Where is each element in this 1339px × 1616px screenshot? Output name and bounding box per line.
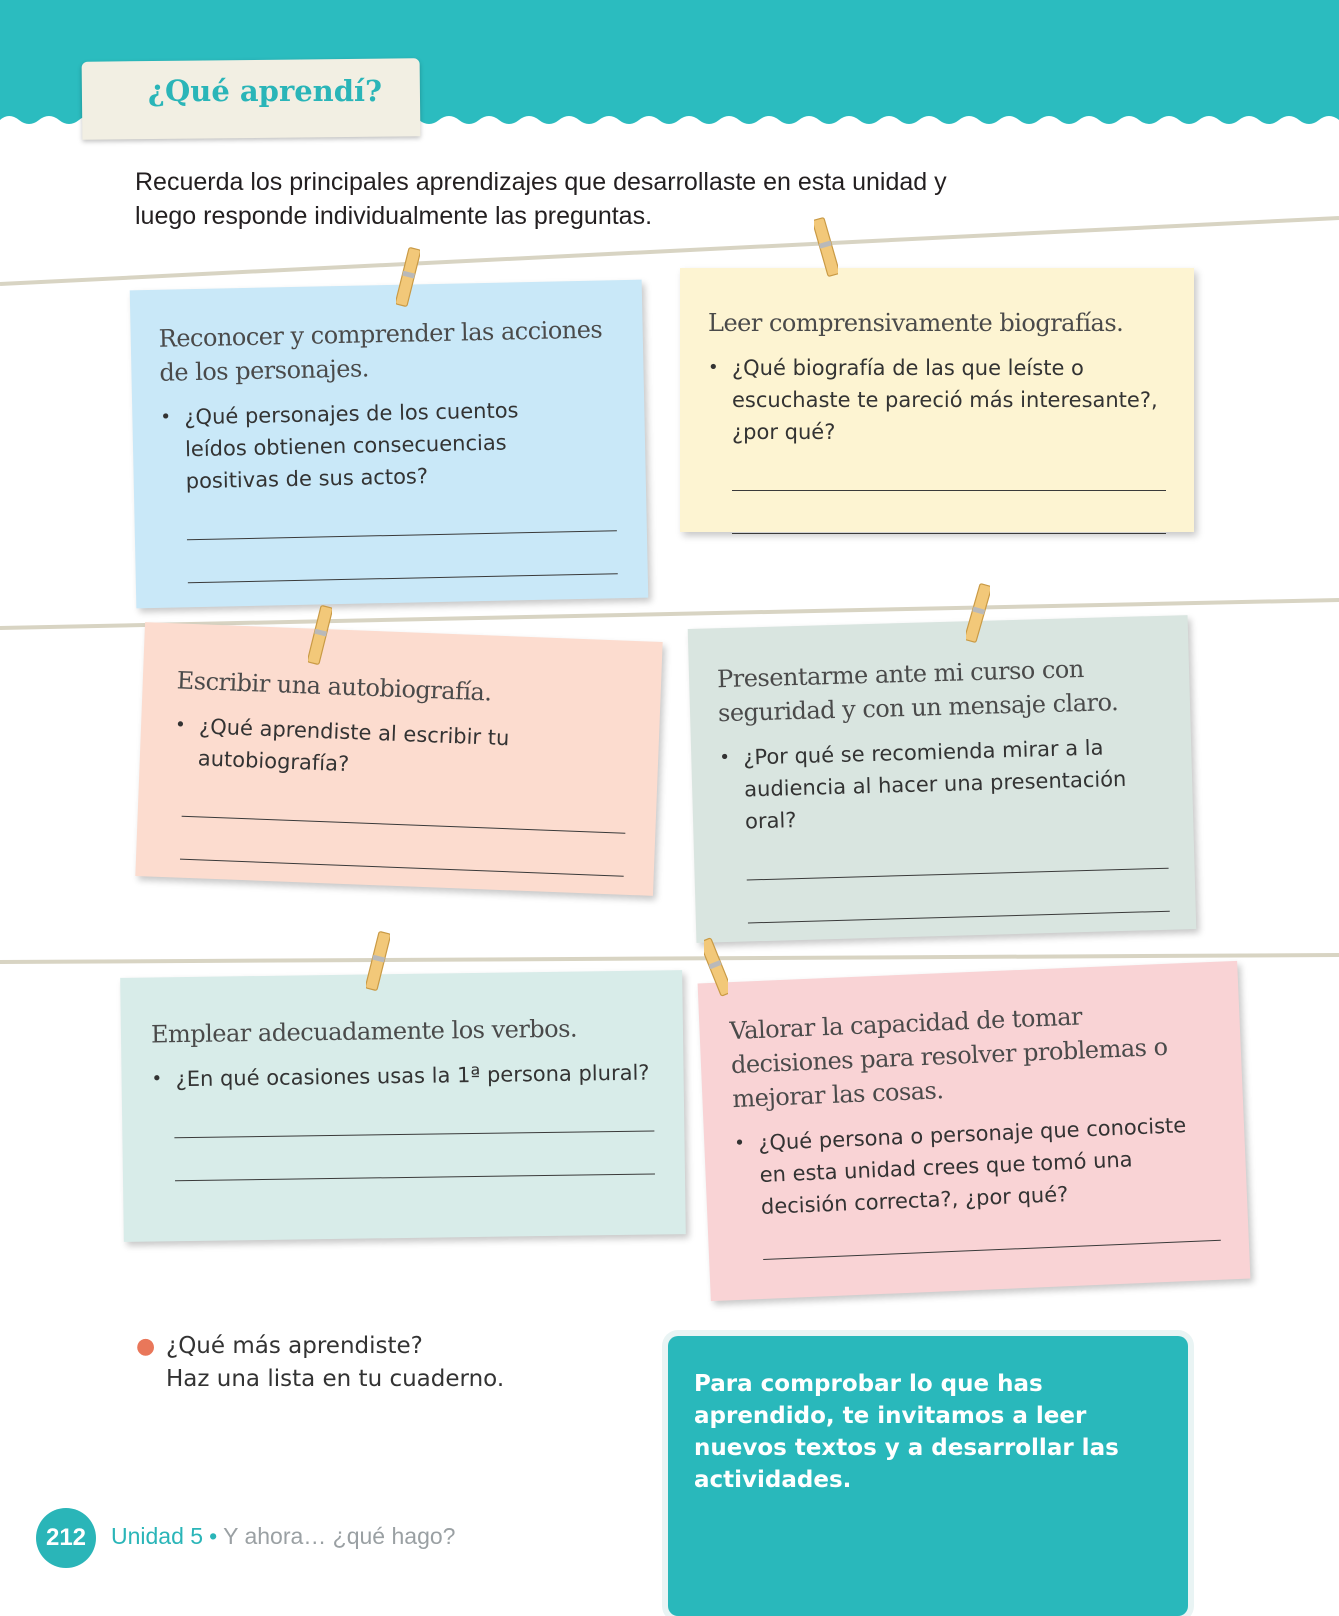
clothespin-icon xyxy=(308,604,332,666)
card-title: Valorar la capacidad de tomar decisiones para resolver problemas o mejorar las cosas. xyxy=(729,1002,1169,1114)
answer-line[interactable] xyxy=(732,533,1166,534)
card-question: • ¿Qué aprendiste al escribir tu autobiografía? xyxy=(174,714,510,777)
extra-question xyxy=(136,1330,504,1396)
card-decisions xyxy=(698,961,1251,1301)
page-number: 212 xyxy=(36,1508,96,1568)
answer-line[interactable] xyxy=(763,1240,1221,1260)
clothespin-icon xyxy=(966,582,990,644)
clothespin-icon xyxy=(814,216,838,278)
card-title: Leer comprensivamente biografías. xyxy=(708,309,1124,337)
card-characters xyxy=(130,280,649,609)
answer-line[interactable] xyxy=(182,816,626,834)
card-biographies xyxy=(680,268,1194,532)
unit-subtitle: Y ahora… ¿qué hago? xyxy=(223,1523,456,1549)
footer-unit xyxy=(111,1523,455,1550)
card-question: • ¿Por qué se recomienda mirar a la audiencia al hacer una presentación oral? xyxy=(719,735,1127,834)
card-title: Escribir una autobiografía. xyxy=(176,666,493,707)
card-autobiography xyxy=(135,622,662,896)
clothespin-icon xyxy=(704,936,728,998)
card-question: • ¿En qué ocasiones usas la 1ª persona plural? xyxy=(151,1060,650,1092)
answer-line[interactable] xyxy=(748,911,1170,924)
unit-label: Unidad 5 xyxy=(111,1523,204,1549)
answer-line[interactable] xyxy=(188,573,618,583)
card-presentation xyxy=(688,615,1197,943)
card-title: Presentarme ante mi curso con seguridad y con un mensaje claro. xyxy=(716,655,1119,728)
card-question: • ¿Qué persona o personaje que conociste en esta unidad crees que tomó una decisión correcta?, ¿por qué? xyxy=(733,1113,1187,1219)
answer-line[interactable] xyxy=(180,859,624,877)
answer-line[interactable] xyxy=(747,868,1169,881)
extra-line-2: Haz una lista en tu cuaderno. xyxy=(166,1366,505,1392)
card-title: Reconocer y comprender las acciones de los personajes. xyxy=(158,315,603,387)
answer-line[interactable] xyxy=(732,490,1166,491)
answer-line[interactable] xyxy=(174,1130,654,1138)
extra-line-1: ¿Qué más aprendiste? xyxy=(166,1333,423,1359)
card-question: • ¿Qué biografía de las que leíste o escuchaste te pareció más interesante?, ¿por qué? xyxy=(708,356,1158,444)
card-title: Emplear adecuadamente los verbos. xyxy=(150,1014,578,1049)
card-verbs xyxy=(120,970,686,1242)
callout-text: Para comprobar lo que has aprendido, te invitamos a leer nuevos textos y a desarrollar las actividades. xyxy=(694,1371,1119,1493)
answer-line[interactable] xyxy=(175,1173,655,1181)
rope-3 xyxy=(0,955,1339,962)
clothespin-icon xyxy=(396,246,420,308)
intro-text: Recuerda los principales aprendizajes que desarrollaste en esta unidad y luego responde individualmente las preguntas. xyxy=(135,168,947,230)
page-title: ¿Qué aprendí? xyxy=(148,74,383,108)
card-question: • ¿Qué personajes de los cuentos leídos obtienen consecuencias positivas de sus actos? xyxy=(160,398,519,494)
footer-separator: • xyxy=(209,1523,218,1549)
bullet-icon: ● xyxy=(136,1334,156,1359)
clothespin-icon xyxy=(366,930,390,992)
answer-line[interactable] xyxy=(187,530,617,540)
